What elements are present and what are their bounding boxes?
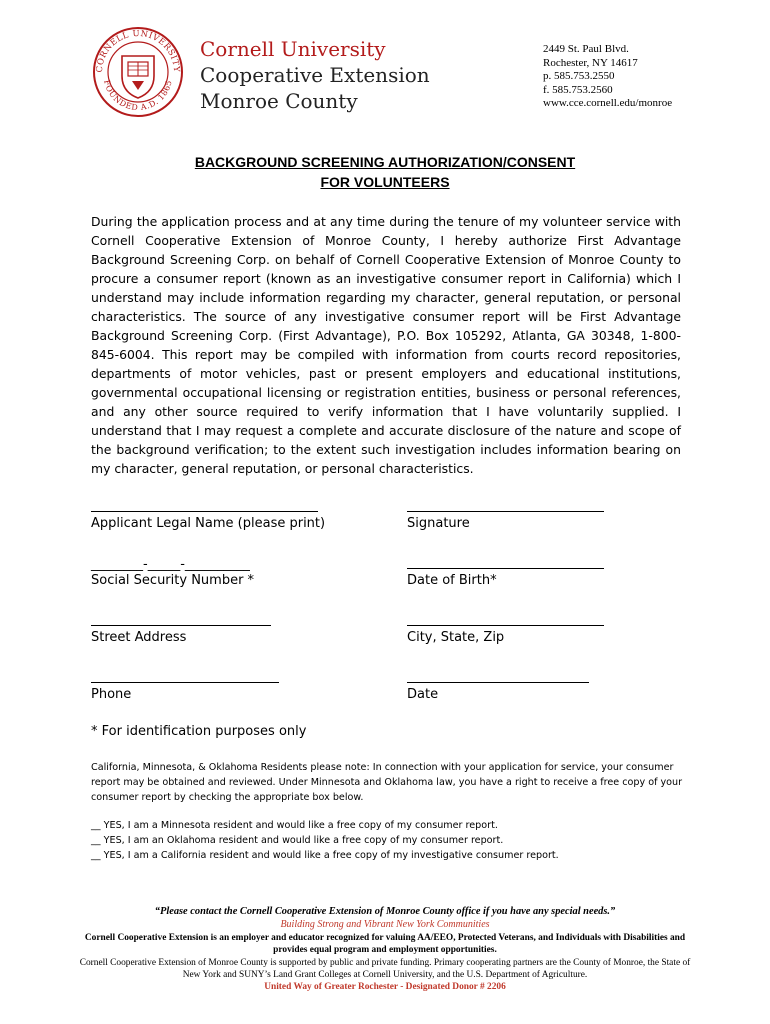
org-name-line3: Monroe County (200, 89, 358, 113)
street-address-line[interactable] (91, 625, 271, 626)
date-line[interactable] (407, 682, 589, 683)
seal-text-top: CORNELL UNIVERSITY (93, 27, 183, 73)
applicant-name-line[interactable] (91, 511, 318, 512)
office-website: www.cce.cornell.edu/monroe (543, 97, 673, 110)
seal-text-bottom: FOUNDED A.D. 1865 (102, 79, 174, 113)
date-label: Date (407, 687, 439, 702)
organization-name (200, 36, 430, 114)
signature-label: Signature (407, 516, 470, 531)
footer-contact-note: “Please contact the Cornell Cooperative Extension of Monroe County office if you have any special needs.” (154, 906, 616, 917)
applicant-name-label: Applicant Legal Name (please print) (91, 516, 326, 531)
org-name-line2: Cooperative Extension (200, 63, 430, 87)
signature-line[interactable] (407, 511, 604, 512)
city-state-zip-label: City, State, Zip (407, 630, 505, 645)
address-street: 2449 St. Paul Blvd. (543, 43, 629, 55)
option-minnesota[interactable]: __ YES, I am a Minnesota resident and would like a free copy of my consumer report. (91, 820, 498, 831)
street-address-label: Street Address (91, 630, 187, 645)
city-state-zip-line[interactable] (407, 625, 604, 626)
footer-united-way: United Way of Greater Rochester - Designated Donor # 2206 (264, 982, 506, 993)
office-phone: p. 585.753.2550 (543, 70, 615, 83)
address-city: Rochester, NY 14617 (543, 56, 638, 69)
phone-label: Phone (91, 687, 132, 702)
page-footer (70, 906, 700, 994)
footer-eeo-statement: Cornell Cooperative Extension is an employer and educator recognized for valuing AA/EEO, Protected Veterans, and Individuals with Disabilities and provides equal program and employment opportunities. (84, 932, 686, 956)
form-title-line2: FOR VOLUNTEERS (320, 174, 450, 190)
option-california[interactable]: __ YES, I am a California resident and would like a free copy of my investigative consumer report. (91, 850, 559, 861)
form-title (0, 152, 770, 192)
office-address-block (543, 43, 672, 111)
date-of-birth-label: Date of Birth* (407, 573, 497, 588)
date-of-birth-line[interactable] (407, 568, 604, 569)
free-copy-options (91, 818, 691, 863)
footer-funding-statement: Cornell Cooperative Extension of Monroe County is supported by public and private funding. Primary cooperating partners are the County of Monroe, the State of New York and SUNY’s Land Grant Colleges at Cornell University, and the U.S. Department of Agriculture. (79, 957, 691, 981)
residents-note: California, Minnesota, & Oklahoma Residents please note: In connection with your application for service, your consumer report may be obtained and reviewed. Under Minnesota and Oklahoma law, you have a right to receive a free copy of your consumer report by checking the appropriate box below. (91, 762, 683, 803)
option-oklahoma[interactable]: __ YES, I am an Oklahoma resident and would like a free copy of my consumer report. (91, 835, 504, 846)
org-name-line1: Cornell University (200, 37, 386, 61)
footer-tagline: Building Strong and Vibrant New York Communities (280, 919, 490, 931)
identification-footnote: * For identification purposes only (91, 724, 307, 739)
authorization-paragraph: During the application process and at any time during the tenure of my volunteer service with Cornell Cooperative Extension of Monroe County, I hereby authorize First Advantage Background Screening Corp. on behalf of Cornell Cooperative Extension of Monroe County to procure a consumer report (known as an investigative consumer report in California) which I understand may include information regarding my character, general reputation, or personal characteristics. The source of any investigative consumer report will be First Advantage Background Screening Corp. (First Advantage), P.O. Box 105292, Atlanta, GA 30348, 1-800-845-6004. This report may be compiled with information from courts record repositories, departments of motor vehicles, past or present employers and educational institutions, governmental occupational licensing or registration entities, business or personal references, and any other source required to verify information that I have voluntarily supplied. I understand that I may request a complete and accurate disclosure of the nature and scope of the background verification; to the extent such investigation includes information bearing on my character, general reputation, or personal characteristics. (91, 214, 681, 476)
ssn-blank[interactable]: ________-_____-__________ (91, 557, 250, 572)
cornell-seal-logo (92, 26, 184, 118)
ssn-label: Social Security Number * (91, 573, 255, 588)
office-fax: f. 585.753.2560 (543, 83, 613, 96)
phone-line[interactable] (91, 682, 279, 683)
form-title-line1: BACKGROUND SCREENING AUTHORIZATION/CONSENT (194, 154, 576, 170)
